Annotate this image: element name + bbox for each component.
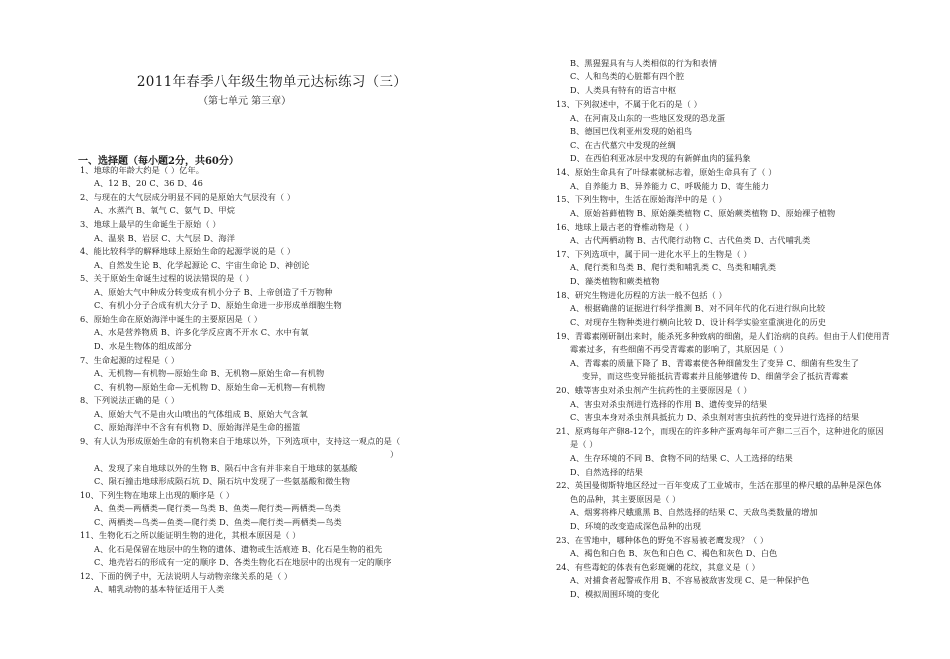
question-line: 2、与现在的大气层成分明显不同的是原始大气层没有（ ） [80,192,296,202]
question-line: 20、蛾等害虫对杀虫剂产生抗药性的主要原因是（ ） [556,385,752,395]
question-line: 19、青霉素刚研制出来时，能杀死多种致病的细菌，是人们治病的良药。但由于人们使用青 [556,331,890,341]
page-subtitle: （第七单元 第三章） [198,96,292,107]
question-line: 7、生命起源的过程是（ ） [80,355,180,365]
option-line: D、自然选择的结果 [570,467,643,477]
option-line: A、原始苔藓植物 B、原始藻类植物 C、原始蕨类植物 D、原始裸子植物 [570,208,836,218]
option-line: 色的品种，其主要原因是（ ） [570,494,681,504]
option-line: 变异，而这些变异能抵抗青霉素并且能够遗传 D、细菌学会了抵抗青霉素 [582,371,849,381]
option-line: D、模拟周围环境的变化 [570,589,660,599]
question-line: 23、在雪地中，哪种体色的野兔不容易被老鹰发现？（ ） [556,535,769,545]
option-line: 是（ ） [570,439,598,449]
question-line: 5、关于原始生命诞生过程的说法错误的是（ ） [80,273,254,283]
question-line: 15、下列生物中，生活在原始海洋中的是（ ） [556,194,727,204]
option-line: C、在古代墓穴中发现的丝绸 [570,140,676,150]
question-line: 13、下列叙述中，不属于化石的是（ ） [556,99,702,109]
question-line: 11、生物化石之所以能证明生物的进化，其根本原因是（ ） [80,530,301,540]
option-line: C、对现存生物种类进行横向比较 D、设计科学实验室重演进化的历史 [570,317,827,327]
option-line: A、害虫对杀虫剂进行选择的作用 B、遗传变异的结果 [570,399,768,409]
option-line: A、自养能力 B、异养能力 C、呼吸能力 D、寄生能力 [570,181,770,191]
question-line: 9、有人认为形成原始生命的有机物来自于地球以外，下列选项中，支持这一观点的是（ [80,436,401,446]
option-line: B、德国巴伐利亚州发现的始祖鸟 [570,126,693,136]
option-line: A、鱼类—两栖类—爬行类—鸟类 B、鱼类—爬行类—两栖类—鸟类 [94,503,341,513]
option-line: ） [390,449,399,459]
option-line: A、褐色和白色 B、灰色和白色 C、褐色和灰色 D、白色 [570,548,778,558]
option-line: A、12 B、20 C、36 D、46 [94,178,203,188]
option-line: C、害虫本身对杀虫剂具抵抗力 D、杀虫剂对害虫抗药性的变异进行选择的结果 [570,412,860,422]
question-line: 12、下面的例子中，无法说明人与动物亲缘关系的是（ ） [80,571,293,581]
option-line: A、哺乳动物的基本特征适用于人类 [94,584,225,594]
option-line: A、生存环境的不同 B、食物不同的结果 C、人工选择的结果 [570,453,793,463]
section-heading: 一、选择题（每小题2分，共60分） [78,156,239,167]
option-line: A、水蒸汽 B、氧气 C、氨气 D、甲烷 [94,205,236,215]
option-line: C、陨石撞击地球形成陨石坑 D、陨石坑中发现了一些氨基酸和微生物 [94,476,351,486]
option-line: C、两栖类—鸟类—鱼类—爬行类 D、鱼类—爬行类—两栖类—鸟类 [94,517,342,527]
option-line: A、无机物—有机物—原始生命 B、无机物—原始生命—有机物 [94,368,325,378]
option-line: D、在西伯利亚冰层中发现的有新鲜血肉的猛犸象 [570,153,751,163]
question-line: 21、原鸡每年产卵8-12个，而现在的许多种产蛋鸡每年可产卵二三百个，这种进化的原因 [556,426,884,436]
option-line: A、水是营养物质 B、许多化学反应离不开水 C、水中有氧 [94,327,309,337]
option-line: C、有机小分子合成有机大分子 D、原始生命进一步形成单细胞生物 [94,300,342,310]
question-line: 6、原始生命在原始海洋中诞生的主要原因是（ ） [80,314,263,324]
option-line: A、化石是保留在地层中的生物的遗体、遗物或生活痕迹 B、化石是生物的祖先 [94,544,383,554]
page-title: 2011年春季八年级生物单元达标练习（三） [136,74,408,90]
question-line: 10、下列生物在地球上出现的顺序是（ ） [80,490,235,500]
question-line: 18、研究生物进化历程的方法一般不包括（ ） [556,290,727,300]
option-line: C、人和鸟类的心脏都有四个腔 [570,71,685,81]
option-line: A、古代两栖动物 B、古代爬行动物 C、古代鱼类 D、古代哺乳类 [570,235,811,245]
question-line: 3、地球上最早的生命诞生于原始（ ） [80,219,221,229]
option-line: A、根据确凿的证据进行科学推测 B、对不同年代的化石进行纵向比较 [570,303,826,313]
option-line: B、黑猩猩具有与人类相似的行为和表情 [570,58,718,68]
question-line: 8、下列说法正确的是（ ） [80,395,180,405]
option-line: A、原始大气中种成分转变成有机小分子 B、上帝创造了千万物种 [94,287,333,297]
option-line: A、原始大气不是由火山喷出的气体组成 B、原始大气含氧 [94,409,308,419]
question-line: 1、地球的年龄大约是（ ）亿年。 [80,165,205,175]
option-line: 霉素过多，有些细菌不再受青霉素的影响了，其原因是（ ） [570,344,789,354]
option-line: C、有机物—原始生命—无机物 D、原始生命—无机物—有机物 [94,382,326,392]
question-line: 16、地球上最古老的脊椎动物是（ ） [556,222,694,232]
option-line: A、烟雾将桦尺蛾熏黑 B、自然选择的结果 C、天敌鸟类数量的增加 [570,507,818,517]
question-line: 14、原始生命具有了叶绿素就标志着，原始生命具有了（ ） [556,167,777,177]
question-line: 22、英国曼彻斯特地区经过一百年变成了工业城市，生活在那里的桦尺蛾的品种是深色体 [556,480,882,490]
option-line: A、在河南及山东的一些地区发现的恐龙蛋 [570,113,726,123]
question-line: 17、下列选项中，属于同一进化水平上的生物是（ ） [556,249,752,259]
question-line: 4、能比较科学的解释地球上原始生命的起源学说的是（ ） [80,246,296,256]
option-line: D、人类具有特有的语言中枢 [570,85,677,95]
question-line: 24、有些毒蛇的体表有色彩斑斓的花纹，其意义是（ ） [556,562,760,572]
option-line: A、青霉素的质量下降了 B、青霉素使各种细菌发生了变异 C、细菌有些发生了 [570,358,860,368]
option-line: A、爬行类和鸟类 B、爬行类和哺乳类 C、鸟类和哺乳类 [570,262,777,272]
option-line: C、原始海洋中不含有有机物 D、原始海洋是生命的摇篮 [94,422,301,432]
option-line: A、自然发生论 B、化学起源论 C、宇宙生命论 D、神创论 [94,260,310,270]
option-line: A、对捕食者起警戒作用 B、不容易被敌害发现 C、是一种保护色 [570,575,810,585]
option-line: D、藻类植物和蕨类植物 [570,276,660,286]
option-line: D、水是生物体的组成部分 [94,341,192,351]
option-line: A、发现了来自地球以外的生物 B、陨石中含有并非来自于地球的氨基酸 [94,463,358,473]
option-line: C、地壳岩石的形成有一定的顺序 D、各类生物化石在地层中的出现有一定的顺序 [94,557,392,567]
option-line: A、温泉 B、岩层 C、大气层 D、海洋 [94,233,236,243]
option-line: D、环境的改变造成深色品种的出现 [570,521,701,531]
